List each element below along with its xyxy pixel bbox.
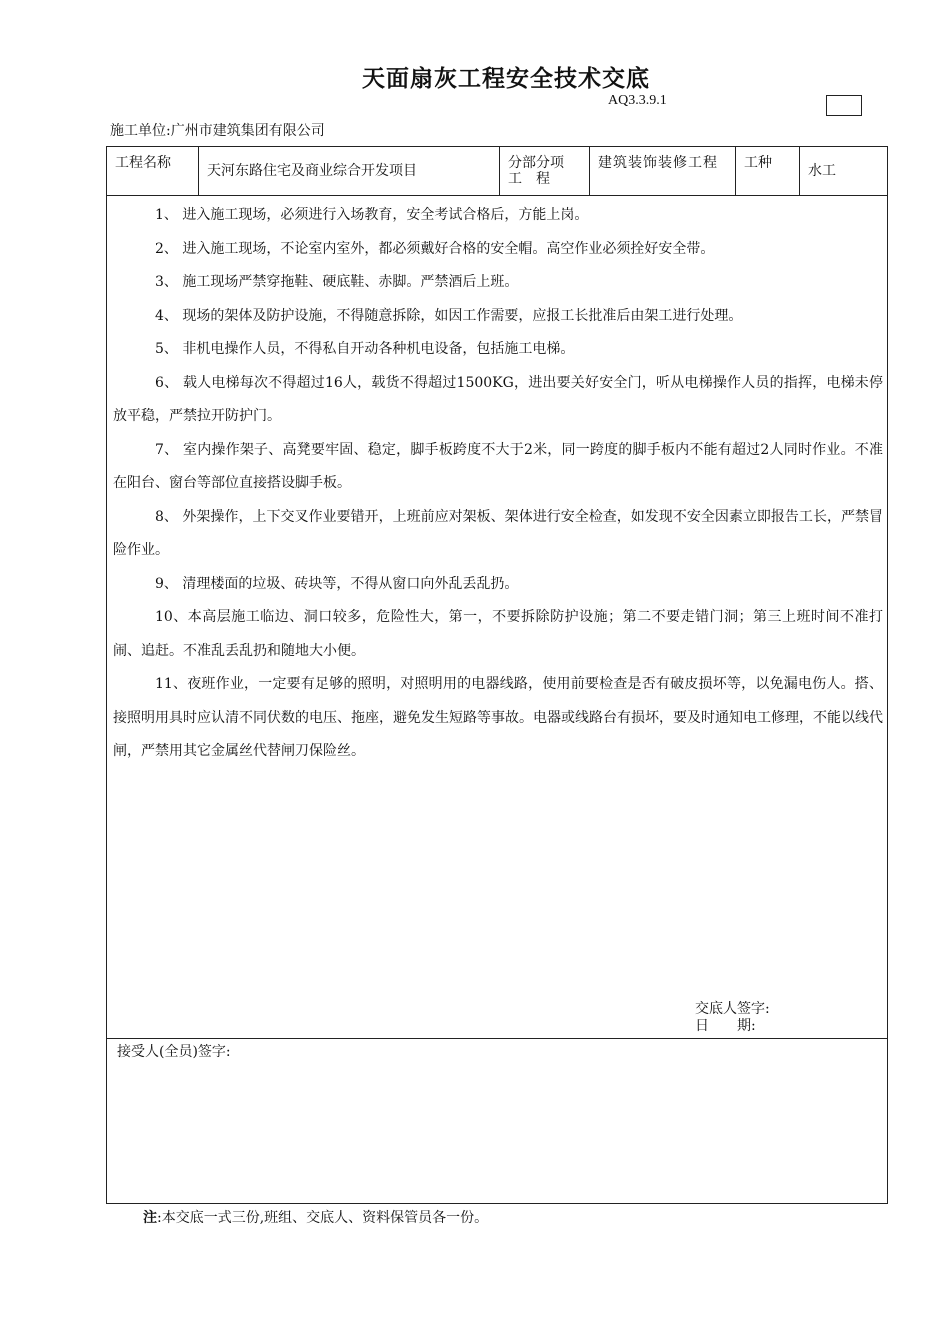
footnote-prefix: 注 (143, 1210, 157, 1226)
receivers-signature-label: 接受人(全员)签字: (117, 1044, 231, 1060)
document-code: AQ3.3.9.1 (608, 93, 667, 108)
safety-item: 10、本高层施工临边、洞口较多，危险性大，第一，不要拆除防护设施；第二不要走错门洞；第三上班时间不准打闹、追赶。不准乱丢乱扔和随地大小便。 (113, 609, 883, 659)
safety-item: 2、 进入施工现场，不论室内室外，都必须戴好合格的安全帽。高空作业必须拴好安全带。 (155, 240, 715, 257)
trade-value: 水工 (808, 163, 836, 179)
receivers-row (107, 1038, 887, 1204)
sub-project-label (500, 147, 590, 195)
footnote-text: :本交底一式三份,班组、交底人、资料保管员各一份。 (157, 1210, 489, 1226)
safety-item: 7、 室内操作架子、高凳要牢固、稳定，脚手板跨度不大于2米，同一跨度的脚手板内不能有超过2人同时作业。不准在阳台、窗台等部位直接搭设脚手板。 (113, 441, 883, 491)
safety-item: 3、 施工现场严禁穿拖鞋、硬底鞋、赤脚。严禁酒后上班。 (155, 274, 519, 290)
document-title: 天面扇灰工程安全技术交底 (362, 66, 650, 92)
safety-item: 4、 现场的架体及防护设施，不得随意拆除，如因工作需要，应报工长批准后由架工进行处理。 (155, 307, 743, 324)
footnote (143, 1207, 488, 1227)
discloser-signature-label: 交底人签字: (695, 1001, 770, 1017)
signature-date-label: 日 期: (695, 1018, 756, 1034)
code-box (826, 95, 862, 116)
sub-project-label-line-1: 分部分项 (508, 155, 564, 171)
trade-label: 工种 (736, 147, 800, 195)
safety-item: 11、夜班作业，一定要有足够的照明，对照明用的电器线路，使用前要检查是否有破皮损坏等，以免漏电伤人。搭、接照明用具时应认清不同伏数的电压、拖座，避免发生短路等事故。电器或线路台有损坏，要及时通知电工修理，不能以线代闸，严禁用其它金属丝代替闸刀保险丝。 (113, 676, 883, 759)
disclosure-table (106, 146, 888, 1204)
safety-item: 6、 载人电梯每次不得超过16人，载货不得超过1500KG，进出要关好安全门，听从电梯操作人员的指挥，电梯未停放平稳，严禁拉开防护门。 (113, 374, 883, 424)
header-row (107, 147, 887, 196)
sub-project-value: 建筑装饰装修工程 (590, 147, 736, 195)
signature-block (695, 1001, 770, 1035)
safety-items (113, 199, 883, 769)
safety-item: 5、 非机电操作人员，不得私自开动各种机电设备，包括施工电梯。 (155, 341, 575, 357)
project-name-value: 天河东路住宅及商业综合开发项目 (199, 147, 500, 195)
safety-item: 1、 进入施工现场，必须进行入场教育，安全考试合格后，方能上岗。 (155, 207, 589, 223)
project-name-label: 工程名称 (107, 147, 199, 195)
construction-unit: 施工单位:广州市建筑集团有限公司 (110, 123, 325, 139)
safety-item: 8、 外架操作，上下交叉作业要错开，上班前应对架板、架体进行安全检查，如发现不安全因素立即报告工长，严禁冒险作业。 (113, 508, 883, 558)
sub-project-label-line-2: 工 程 (508, 171, 550, 187)
safety-item: 9、 清理楼面的垃圾、砖块等，不得从窗口向外乱丢乱扔。 (155, 575, 519, 592)
